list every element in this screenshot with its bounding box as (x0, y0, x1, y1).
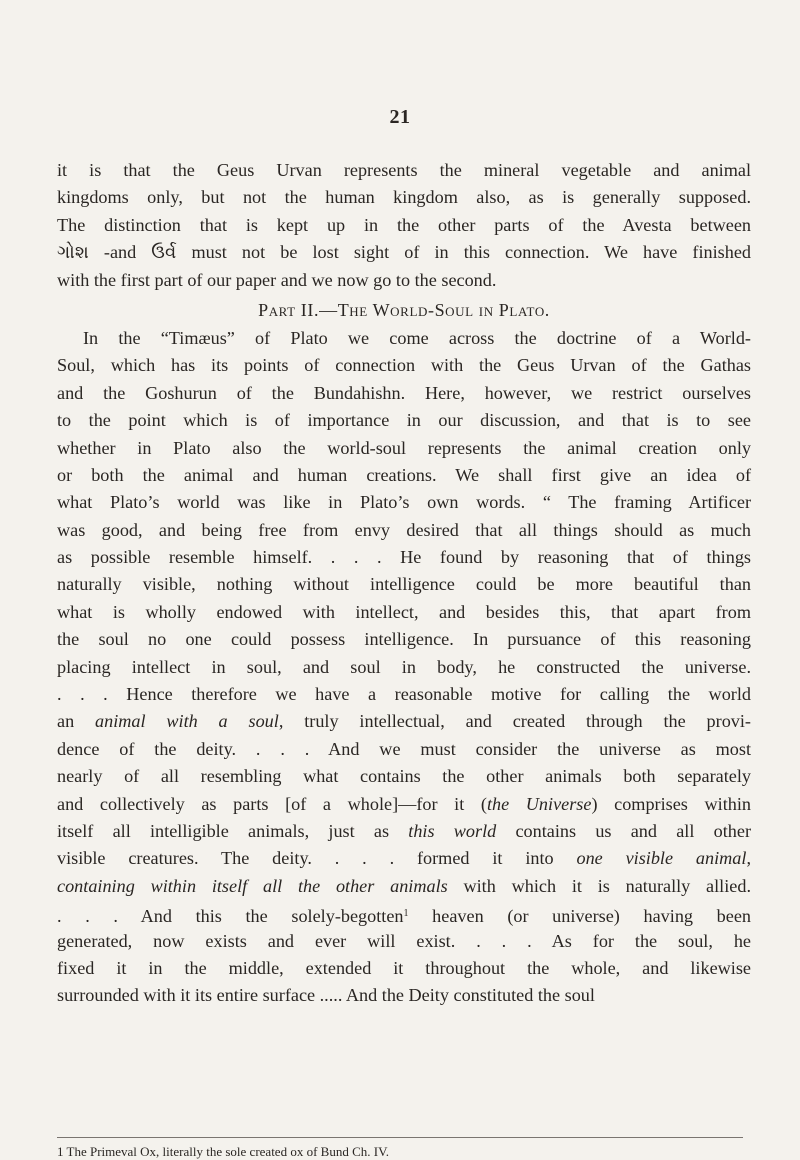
text-line: and collectively as parts [of a whole]—for it (the Universe) comprises within (57, 793, 751, 814)
footnote: 1 The Primeval Ox, literally the sole created ox of Bund Ch. IV. (57, 1144, 390, 1159)
text-line: containing within itself all the other animals with which it is naturally allied. (57, 875, 751, 896)
text-line: naturally visible, nothing without intelligence could be more beautiful than (57, 574, 751, 595)
text-line: fixed it in the middle, extended it throughout the whole, and likewise (57, 957, 751, 978)
text-line: . . . And this the solely-begotten$^1$ heaven (or universe) having been (57, 906, 751, 927)
text-line: the soul no one could possess intelligence. In pursuance of this reasoning (57, 629, 751, 650)
text-line: and the Goshurun of the Bundahishn. Here, however, we restrict ourselves (57, 382, 751, 403)
text-line: Soul, which has its points of connection with the Geus Urvan of the Gathas (57, 355, 751, 376)
text-line: kingdoms only, but not the human kingdom also, as is generally supposed. (57, 187, 751, 208)
text-line: what Plato’s world was like in Plato’s own words. “ The framing Artificer (57, 492, 751, 513)
page-number: 21 (389, 106, 411, 128)
text-line: The distinction that is kept up in the other parts of the Avesta between (57, 214, 751, 235)
text-line: nearly of all resembling what contains the other animals both separately (57, 766, 751, 787)
italic-phrase: the Universe (486, 793, 592, 814)
text-line: . . . Hence therefore we have a reasonable motive for calling the world (57, 684, 751, 705)
footnote-divider (57, 1137, 743, 1138)
footnote-marker: 1 (403, 908, 409, 920)
text-line: whether in Plato also the world-soul represents the animal creation only (57, 437, 751, 458)
italic-phrase: this world (408, 820, 497, 841)
text-line: as possible resemble himself. . . . He found by reasoning that of things (57, 547, 751, 568)
text-line: it is that the Geus Urvan represents the mineral vegetable and animal (57, 160, 751, 180)
text-line: itself all intelligible animals, just as this world contains us and all other (57, 820, 751, 841)
text-line: visible creatures. The deity. . . . formed it into one visible animal, (57, 848, 751, 869)
text-line: with the first part of our paper and we now go to the second. (57, 269, 497, 290)
italic-phrase: one visible animal (576, 848, 747, 869)
text-line: what is wholly endowed with intellect, and besides this, that apart from (57, 601, 751, 622)
text-line: ગોશ -and ઉર્વ must not be lost sight of in this connection. We have finished (57, 242, 751, 263)
body-text (57, 157, 751, 1010)
section-heading: Part II.—The World-Soul in Plato. (258, 299, 550, 320)
text-line: surrounded with it its entire surface ..... And the Deity constituted the soul (57, 985, 595, 1006)
text-line: placing intellect in soul, and soul in body, he constructed the universe. (57, 656, 751, 677)
text-line: to the point which is of importance in our discussion, and that is to see (57, 410, 751, 431)
text-line: was good, and being free from envy desired that all things should as much (57, 519, 751, 540)
italic-phrase: animal with a soul (95, 711, 279, 732)
text-line: an animal with a soul, truly intellectual, and created through the provi- (57, 711, 751, 732)
text-line: In the “Timæus” of Plato we come across the doctrine of a World- (83, 327, 751, 348)
text-line: or both the animal and human creations. We shall first give an idea of (57, 464, 751, 485)
italic-phrase: containing within itself all the other animals (57, 875, 448, 896)
text-line: dence of the deity. . . . And we must consider the universe as most (57, 738, 751, 759)
text-line: generated, now exists and ever will exist. . . . As for the soul, he (57, 930, 751, 951)
